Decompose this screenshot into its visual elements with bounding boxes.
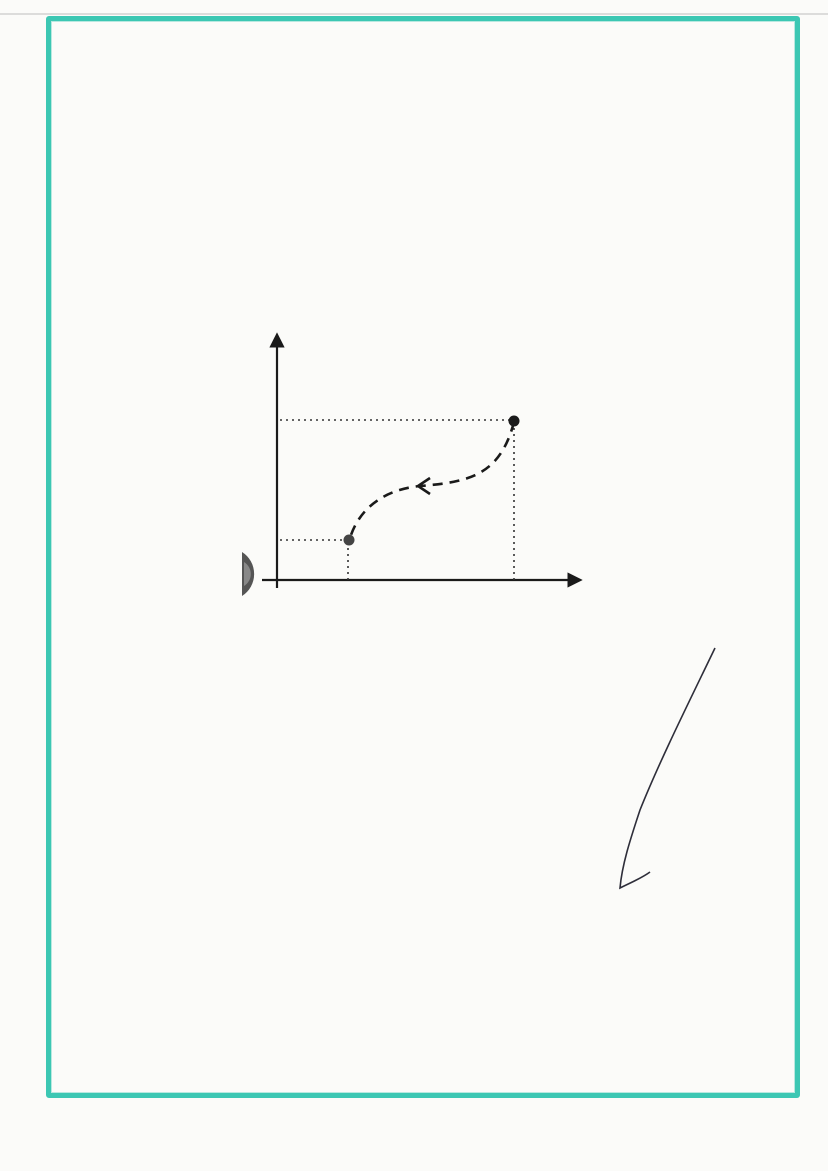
notebook-ruler-left	[0, 0, 46, 1171]
pv-diagram	[230, 290, 630, 640]
final-state-point	[344, 535, 355, 546]
pen-scribble-mark	[600, 640, 730, 900]
process-path	[350, 422, 514, 538]
initial-state-point	[509, 416, 520, 427]
